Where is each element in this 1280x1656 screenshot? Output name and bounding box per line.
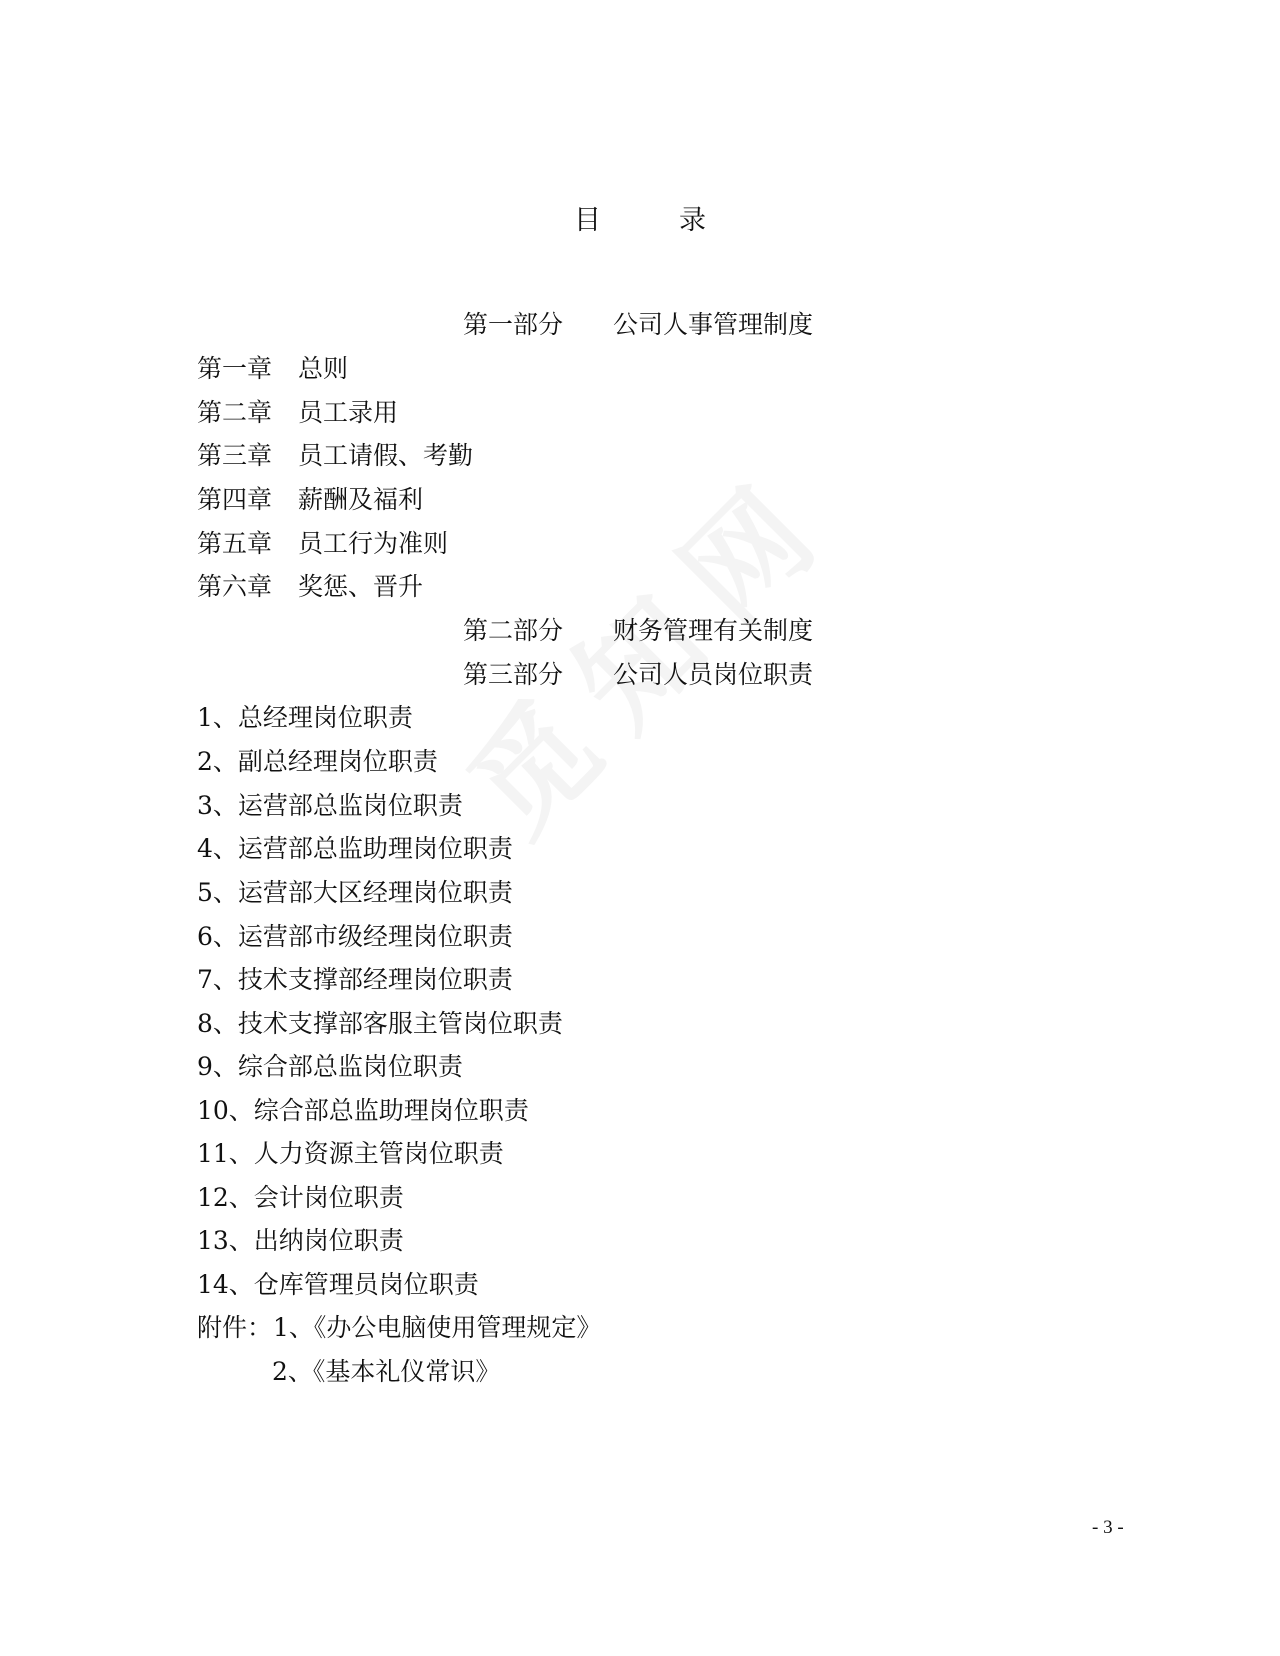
part-heading-1 — [463, 309, 813, 341]
chapter-title: 总则 — [298, 354, 349, 383]
title-left-char: 目 — [574, 205, 601, 236]
chapter-title: 薪酬及福利 — [298, 485, 424, 514]
chapter-item — [197, 484, 423, 516]
page-title — [0, 198, 1280, 237]
chapter-title: 员工请假、考勤 — [298, 441, 474, 470]
chapter-title: 员工行为准则 — [298, 529, 449, 558]
duty-item: 10、综合部总监助理岗位职责 — [197, 1096, 529, 1125]
chapter-label: 第一章 — [197, 354, 273, 383]
title-right-char: 录 — [679, 205, 706, 236]
part-title: 公司人员岗位职责 — [613, 660, 814, 689]
chapter-label: 第二章 — [197, 398, 273, 427]
duty-item: 12、会计岗位职责 — [197, 1183, 404, 1212]
chapter-label: 第五章 — [197, 529, 273, 558]
duty-item: 6、运营部市级经理岗位职责 — [197, 922, 513, 951]
duty-item: 8、技术支撑部客服主管岗位职责 — [197, 1009, 563, 1038]
chapter-label: 第六章 — [197, 572, 273, 601]
part-title: 公司人事管理制度 — [613, 310, 814, 339]
chapter-label: 第四章 — [197, 485, 273, 514]
attachment-item: 1、《办公电脑使用管理规定》 — [273, 1313, 602, 1342]
part-title: 财务管理有关制度 — [613, 616, 814, 645]
chapter-label: 第三章 — [197, 441, 273, 470]
attachment-row — [197, 1312, 601, 1344]
duty-item: 3、运营部总监岗位职责 — [197, 791, 463, 820]
chapter-item — [197, 571, 423, 603]
attachment-label: 附件： — [197, 1313, 273, 1342]
chapter-title: 员工录用 — [298, 398, 399, 427]
duty-item: 9、综合部总监岗位职责 — [197, 1052, 463, 1081]
part-label: 第一部分 — [463, 310, 564, 339]
duty-item: 2、副总经理岗位职责 — [197, 747, 438, 776]
chapter-item — [197, 353, 348, 385]
chapter-title: 奖惩、晋升 — [298, 572, 424, 601]
chapter-item — [197, 528, 448, 560]
duty-item: 11、人力资源主管岗位职责 — [197, 1139, 504, 1168]
duty-item: 14、仓库管理员岗位职责 — [197, 1270, 479, 1299]
duty-item: 5、运营部大区经理岗位职责 — [197, 878, 513, 907]
duty-item: 7、技术支撑部经理岗位职责 — [197, 965, 513, 994]
part-heading-2 — [463, 615, 813, 647]
duty-item: 1、总经理岗位职责 — [197, 703, 413, 732]
duty-item: 13、出纳岗位职责 — [197, 1226, 404, 1255]
chapter-item — [197, 397, 398, 429]
attachment-item: 2、《基本礼仪常识》 — [272, 1357, 501, 1386]
part-heading-3 — [463, 659, 813, 691]
duty-item: 4、运营部总监助理岗位职责 — [197, 834, 513, 863]
page-number: - 3 - — [1092, 1517, 1124, 1538]
part-label: 第二部分 — [463, 616, 564, 645]
part-label: 第三部分 — [463, 660, 564, 689]
chapter-item — [197, 440, 473, 472]
